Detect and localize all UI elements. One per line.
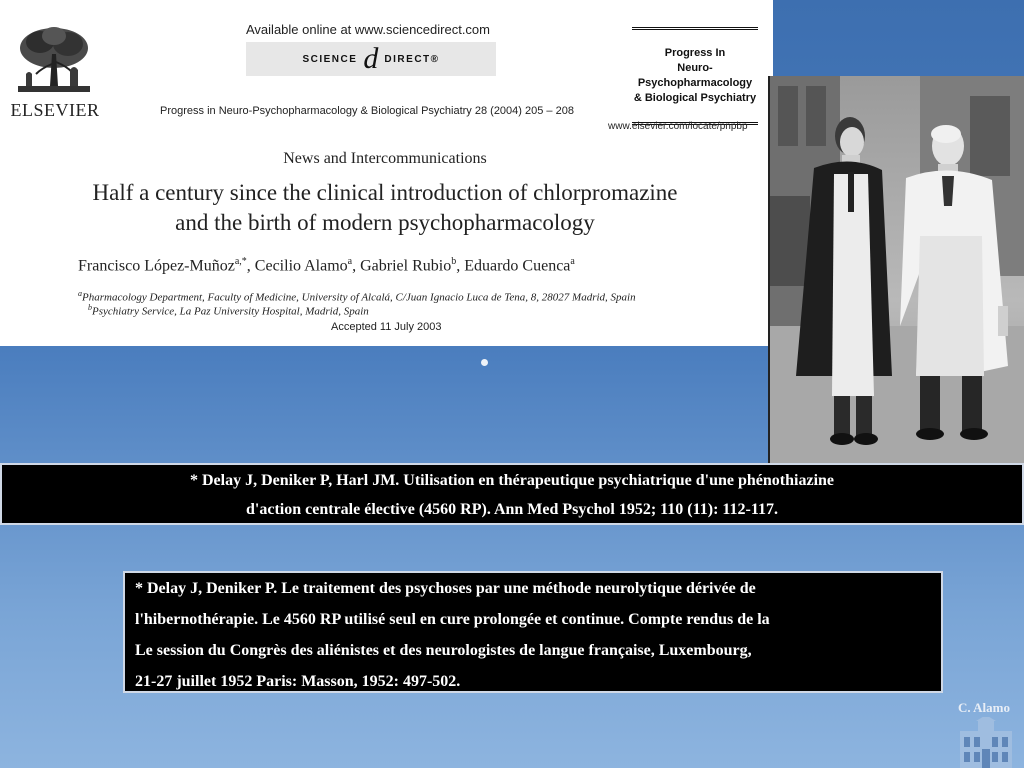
sciencedirect-right: DIRECT® <box>384 53 440 65</box>
author-name: Cecilio Alamo <box>254 257 348 275</box>
author-affiliation-mark: a <box>347 256 353 267</box>
section-heading: News and Intercommunications <box>283 150 487 167</box>
author-separator: , <box>352 257 361 275</box>
reference-line: * Delay J, Deniker P, Harl JM. Utilisation en thérapeutique psychiatrique d'une phénothiazine <box>189 472 835 489</box>
article-title <box>40 178 730 238</box>
reference-line: * Delay J, Deniker P. Le traitement des psychoses par une méthode neurolytique dérivée de <box>135 580 756 597</box>
reference-line: 21-27 juillet 1952 Paris: Masson, 1952: 497-502. <box>135 673 461 690</box>
author-name: Eduardo Cuenca <box>464 257 571 275</box>
university-building-icon <box>952 717 1020 768</box>
author-affiliation-mark: a,* <box>234 256 247 267</box>
journal-title-line: Progress In <box>664 47 726 59</box>
affiliation-b <box>88 303 369 318</box>
sciencedirect-d-icon: d <box>363 42 379 75</box>
elsevier-tree-icon <box>12 24 96 98</box>
affiliation-mark: b <box>88 303 92 312</box>
reference-box-1 <box>0 463 1024 525</box>
journal-citation: Progress in Neuro-Psychopharmacology & Biological Psychiatry 28 (2004) 205 – 208 <box>160 105 574 117</box>
author-name: Francisco López-Muñoz <box>78 257 235 275</box>
reference-line: d'action centrale élective (4560 RP). Ann Med Psychol 1952; 110 (11): 112-117. <box>246 501 778 518</box>
sciencedirect-logo <box>246 42 496 76</box>
sciencedirect-left: SCIENCE <box>302 53 358 65</box>
author-separator: , <box>246 257 255 275</box>
author-separator: , <box>456 257 465 275</box>
author-affiliation-mark: a <box>570 256 575 267</box>
reference-box-2 <box>123 571 943 693</box>
historical-photo <box>768 76 1024 525</box>
affiliation-text: Pharmacology Department, Faculty of Medicine, University of Alcalá, C/Juan Ignacio Luca de Tena, 8, 28027 Madrid, Spain <box>82 291 636 304</box>
reference-line: Le session du Congrès des aliénistes et des neurologistes de langue française, Luxembourg, <box>135 642 752 659</box>
article-title-line2: and the birth of modern psychopharmacology <box>175 210 595 235</box>
elsevier-logo <box>10 24 100 122</box>
author-credit: C. Alamo <box>958 700 1010 715</box>
author-affiliation-mark: b <box>451 256 457 267</box>
reference-line: l'hibernothérapie. Le 4560 RP utilisé seul en cure prolongée et continue. Compte rendus de la <box>135 611 770 628</box>
available-online: Available online at www.sciencedirect.com <box>246 22 490 37</box>
elsevier-wordmark: ELSEVIER <box>10 100 100 120</box>
journal-url: www.elsevier.com/locate/pnpbp <box>608 121 748 132</box>
author-list <box>78 256 575 275</box>
affiliation-text: Psychiatry Service, La Paz University Hospital, Madrid, Spain <box>92 305 369 318</box>
journal-title-line: Neuro-Psychopharmacology <box>637 62 753 89</box>
journal-title-box <box>632 27 758 125</box>
article-title-line1: Half a century since the clinical introduction of chlorpromazine <box>92 180 678 205</box>
background-dot <box>481 359 488 366</box>
photo-two-men-in-white-coats <box>770 76 1024 525</box>
paper-header <box>0 0 773 346</box>
author-name: Gabriel Rubio <box>360 257 452 275</box>
journal-title-line: & Biological Psychiatry <box>633 92 757 104</box>
affiliation-a <box>78 289 636 304</box>
accepted-date: Accepted 11 July 2003 <box>331 321 442 333</box>
affiliation-mark: a <box>78 289 82 298</box>
